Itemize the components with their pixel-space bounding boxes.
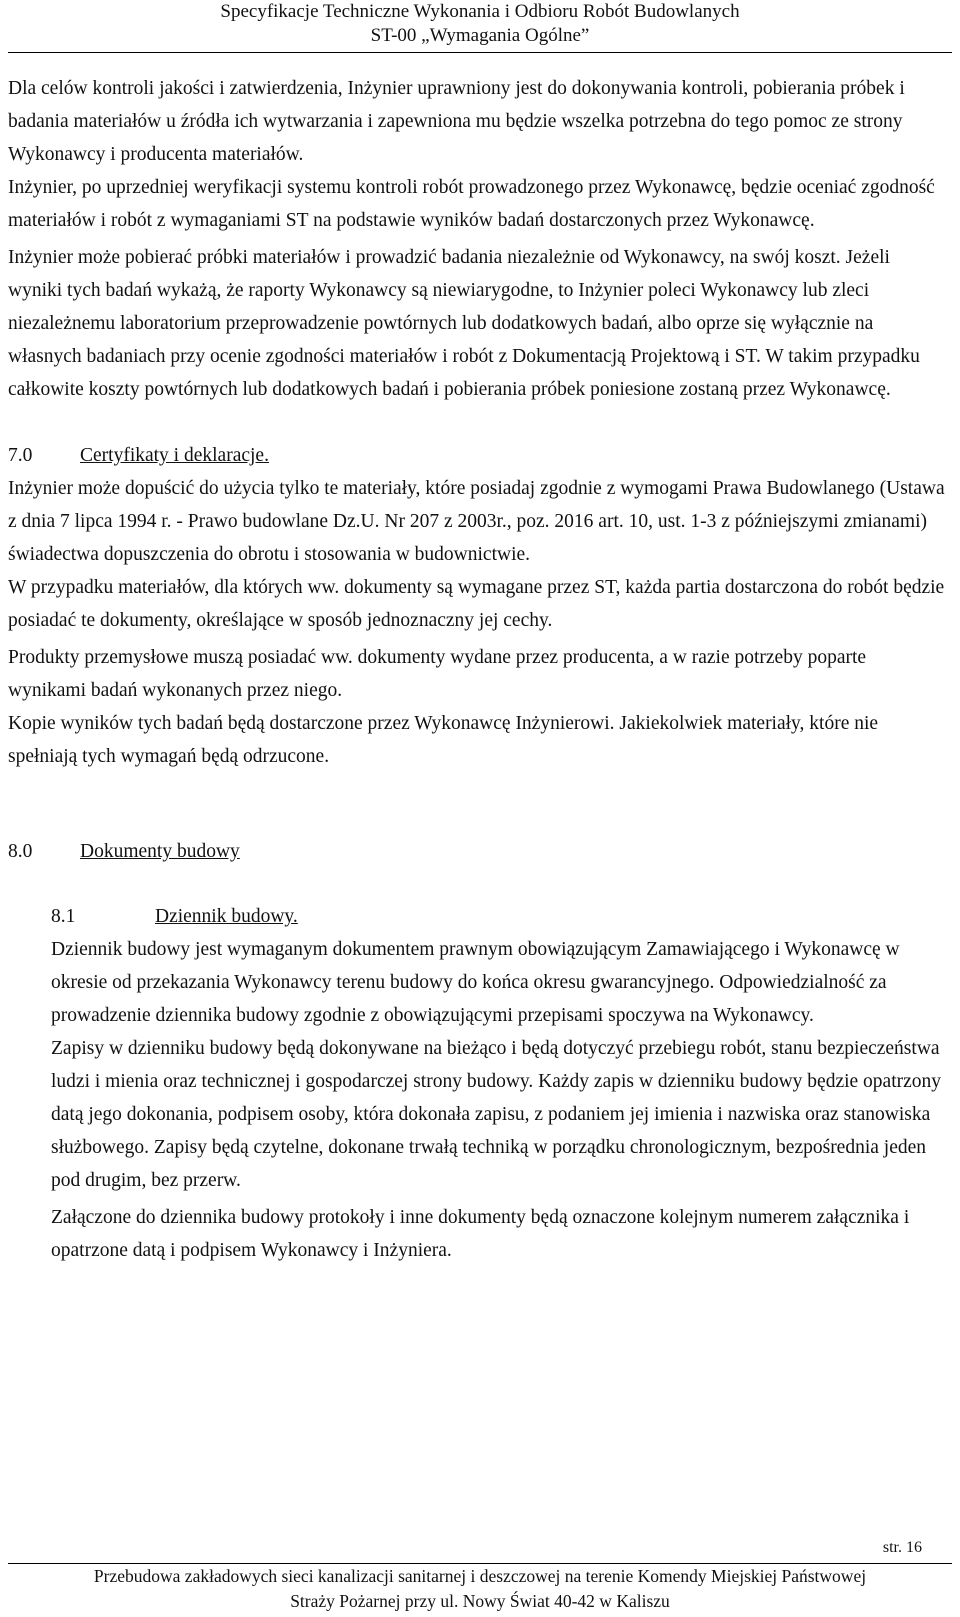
section-8-number: 8.0: [8, 841, 33, 862]
footer-project-location: Straży Pożarnej przy ul. Nowy Świat 40-42 w Kaliszu: [290, 1591, 670, 1611]
section-7-title: Certyfikaty i deklaracje.: [80, 445, 269, 466]
paragraph-site-diary-entries: Zapisy w dzienniku budowy będą dokonywane na bieżąco i będą dotyczyć przebiegu robót, stanu bezpieczeństwa ludzi i mienia oraz technicznej i gospodarczej strony budowy. Każdy zapis w dzienniku budowy będzie opatrzony datą jego dokonania, podpisem osoby, która dokonała zapisu, z podaniem jej imienia i nazwiska oraz stanowiska służbowego. Zapisy będą czytelne, dokonane trwałą techniką w porządku chronologicznym, bezpośrednia jeden pod drugim, bez przerw.: [51, 1038, 942, 1191]
paragraph-quality-control: Dla celów kontroli jakości i zatwierdzenia, Inżynier uprawniony jest do dokonywania kontroli, pobierania próbek i badania materiałów u źródła ich wytwarzania i zapewniona mu będzie wszelka potrzebna do tego pomoc ze strony Wykonawcy i producenta materiałów.: [8, 78, 905, 165]
section-7-heading: [8, 439, 948, 472]
paragraph-site-diary-attachments: Załączone do dziennika budowy protokoły i inne dokumenty będą oznaczone kolejnym numerem załącznika i opatrzone datą i podpisem Wykonawcy i Inżyniera.: [51, 1207, 910, 1261]
subsection-8-1-title: Dziennik budowy.: [155, 906, 298, 927]
header-document-title: Specyfikacje Techniczne Wykonania i Odbioru Robót Budowlanych: [220, 1, 740, 22]
paragraph-certificates-batches: W przypadku materiałów, dla których ww. dokumenty są wymagane przez ST, każda partia dostarczona do robót będzie posiadać te dokumenty, określające w sposób jednoznaczny jej cechy.: [8, 577, 945, 631]
section-8-heading: [8, 835, 948, 868]
section-8-title: Dokumenty budowy: [80, 841, 240, 862]
header-divider: [8, 52, 952, 53]
subsection-8-1: [8, 900, 948, 1267]
page-header: [0, 0, 960, 48]
paragraph-engineer-verification: Inżynier, po uprzedniej weryfikacji systemu kontroli robót prowadzonego przez Wykonawcę, będzie oceniać zgodność materiałów i robót z wymaganiami ST na podstawie wyników badań dostarczonych przez Wykonawcę.: [8, 177, 935, 231]
footer-project-title: Przebudowa zakładowych sieci kanalizacji sanitarnej i deszczowej na terenie Komendy Miejskiej Państwowej: [93, 1566, 867, 1586]
paragraph-test-copies: Kopie wyników tych badań będą dostarczone przez Wykonawcę Inżynierowi. Jakiekolwiek materiały, które nie spełniają tych wymagań będą odrzucone.: [8, 713, 879, 767]
subsection-8-1-number: 8.1: [51, 906, 76, 927]
paragraph-independent-testing: Inżynier może pobierać próbki materiałów i prowadzić badania niezależnie od Wykonawcy, na swój koszt. Jeżeli wyniki tych badań wykażą, że raporty Wykonawcy są niewiarygodne, to Inżynier poleci Wykonawcy lub zleci niezależnemu laboratorium przeprowadzenie powtórnych lub dodatkowych badań, albo oprze się wyłącznie na własnych badaniach przy ocenie zgodności materiałów i robót z Dokumentacją Projektową i ST. W takim przypadku całkowite koszty powtórnych lub dodatkowych badań i pobierania próbek poniesione zostaną przez Wykonawcę.: [8, 247, 920, 400]
header-section-code: ST-00 „Wymagania Ogólne”: [370, 25, 590, 46]
page-number: str. 16: [882, 1539, 922, 1556]
paragraph-industrial-products: Produkty przemysłowe muszą posiadać ww. dokumenty wydane przez producenta, a w razie potrzeby poparte wynikami badań wykonanych przez niego.: [8, 647, 867, 701]
subsection-8-1-heading: [51, 900, 948, 933]
document-body: [8, 72, 948, 1267]
page-footer: [0, 1564, 960, 1614]
section-7-number: 7.0: [8, 445, 33, 466]
paragraph-certificates-admission: Inżynier może dopuścić do użycia tylko te materiały, które posiadaj zgodnie z wymogami Prawa Budowlanego (Ustawa z dnia 7 lipca 1994 r. - Prawo budowlane Dz.U. Nr 207 z 2003r., poz. 2016 art. 10, ust. 1-3 z późniejszymi zmianami) świadectwa dopuszczenia do obrotu i stosowania w budownictwie.: [8, 478, 945, 565]
paragraph-site-diary-definition: Dziennik budowy jest wymaganym dokumentem prawnym obowiązującym Zamawiającego i Wykonawcę w okresie od przekazania Wykonawcy terenu budowy do końca okresu gwarancyjnego. Odpowiedzialność za prowadzenie dziennika budowy zgodnie z obowiązującymi przepisami spoczywa na Wykonawcy.: [51, 939, 900, 1026]
